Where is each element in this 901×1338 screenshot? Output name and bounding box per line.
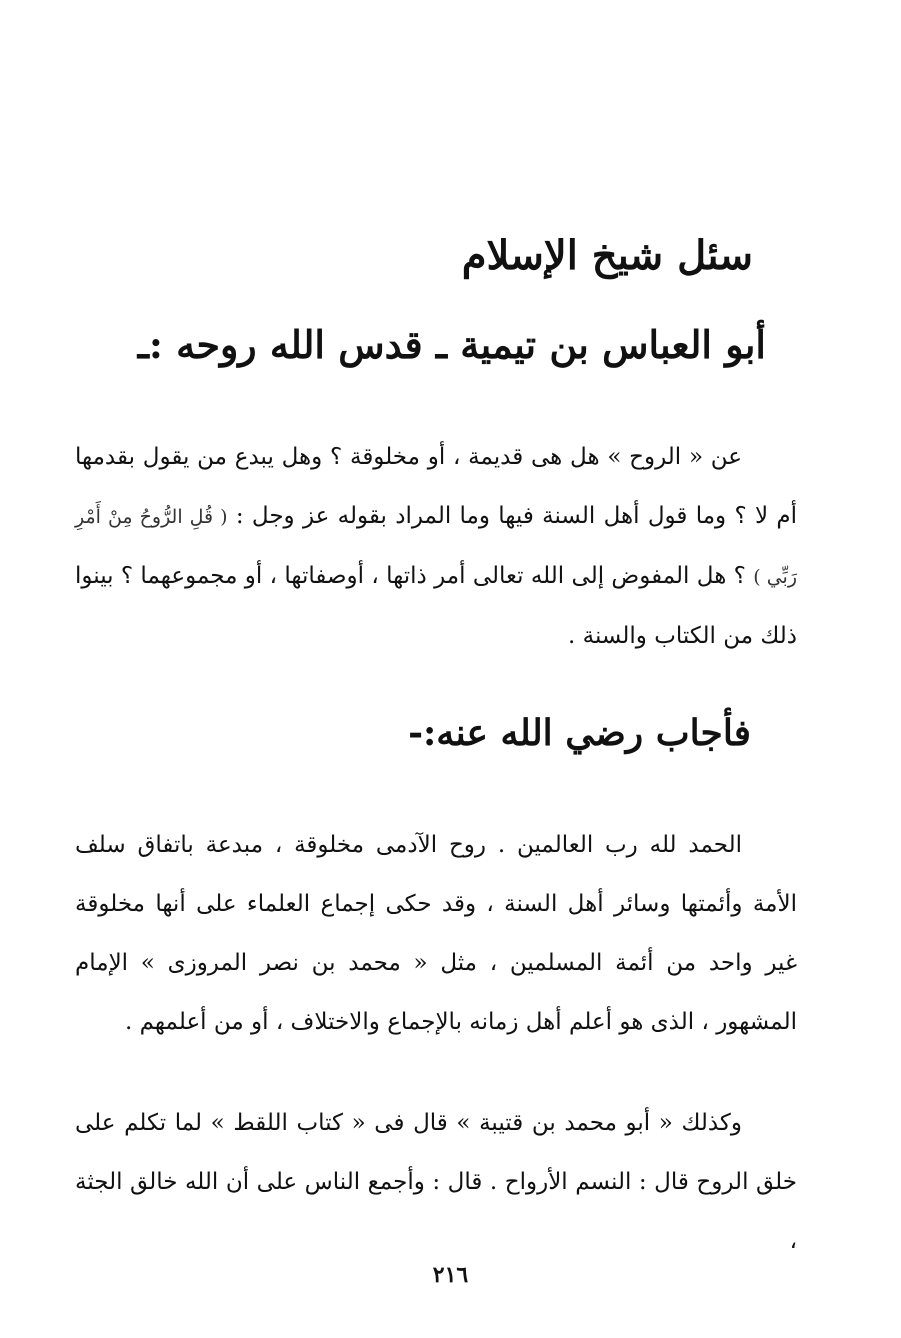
answer-heading: فأجاب رضي الله عنه:- xyxy=(408,712,751,754)
answer-paragraph-2-text: وكذلك « أبو محمد بن قتيبة » قال فى « كتاب اللقط » لما تكلم على خلق الروح قال : النسم الأرواح . قال : وأجمع الناس على أن الله خالق الجثة ، xyxy=(75,1110,797,1254)
question-text-after-verse: ؟ هل المفوض إلى الله تعالى أمر ذاتها ، أوصفاتها ، أو مجموعهما ؟ بينوا ذلك من الكتاب والسنة . xyxy=(75,563,797,649)
answer-paragraph-1-text: الحمد لله رب العالمين . روح الآدمى مخلوقة ، مبدعة باتفاق سلف الأمة وأئمتها وسائر أهل السنة ، وقد حكى إجماع العلماء على أنها مخلوقة غير واحد من أئمة المسلمين ، مثل « محمد بن نصر المروزى » الإمام المشهور ، الذى هو أعلم أهل زمانه بالإجماع والاختلاف ، أو من أعلمهم . xyxy=(75,832,797,1035)
answer-paragraph-2 xyxy=(75,1094,797,1271)
answer-paragraph-1 xyxy=(75,816,797,1052)
quran-verse: ( قُلِ الرُّوحُ مِنْ أَمْرِ رَبِّي ) xyxy=(75,506,797,588)
page-number: ٢١٦ xyxy=(432,1262,469,1288)
question-text-before-verse: عن « الروح » هل هى قديمة ، أو مخلوقة ؟ وهل يبدع من يقول بقدمها أم لا ؟ وما قول أهل السنة فيها وما المراد بقوله عز وجل : xyxy=(75,444,797,529)
author-heading: أبو العباس بن تيمية ـ قدس الله روحه :ـ xyxy=(137,322,766,367)
question-paragraph xyxy=(75,428,797,666)
title-question-heading: سئل شيخ الإسلام xyxy=(461,232,753,279)
